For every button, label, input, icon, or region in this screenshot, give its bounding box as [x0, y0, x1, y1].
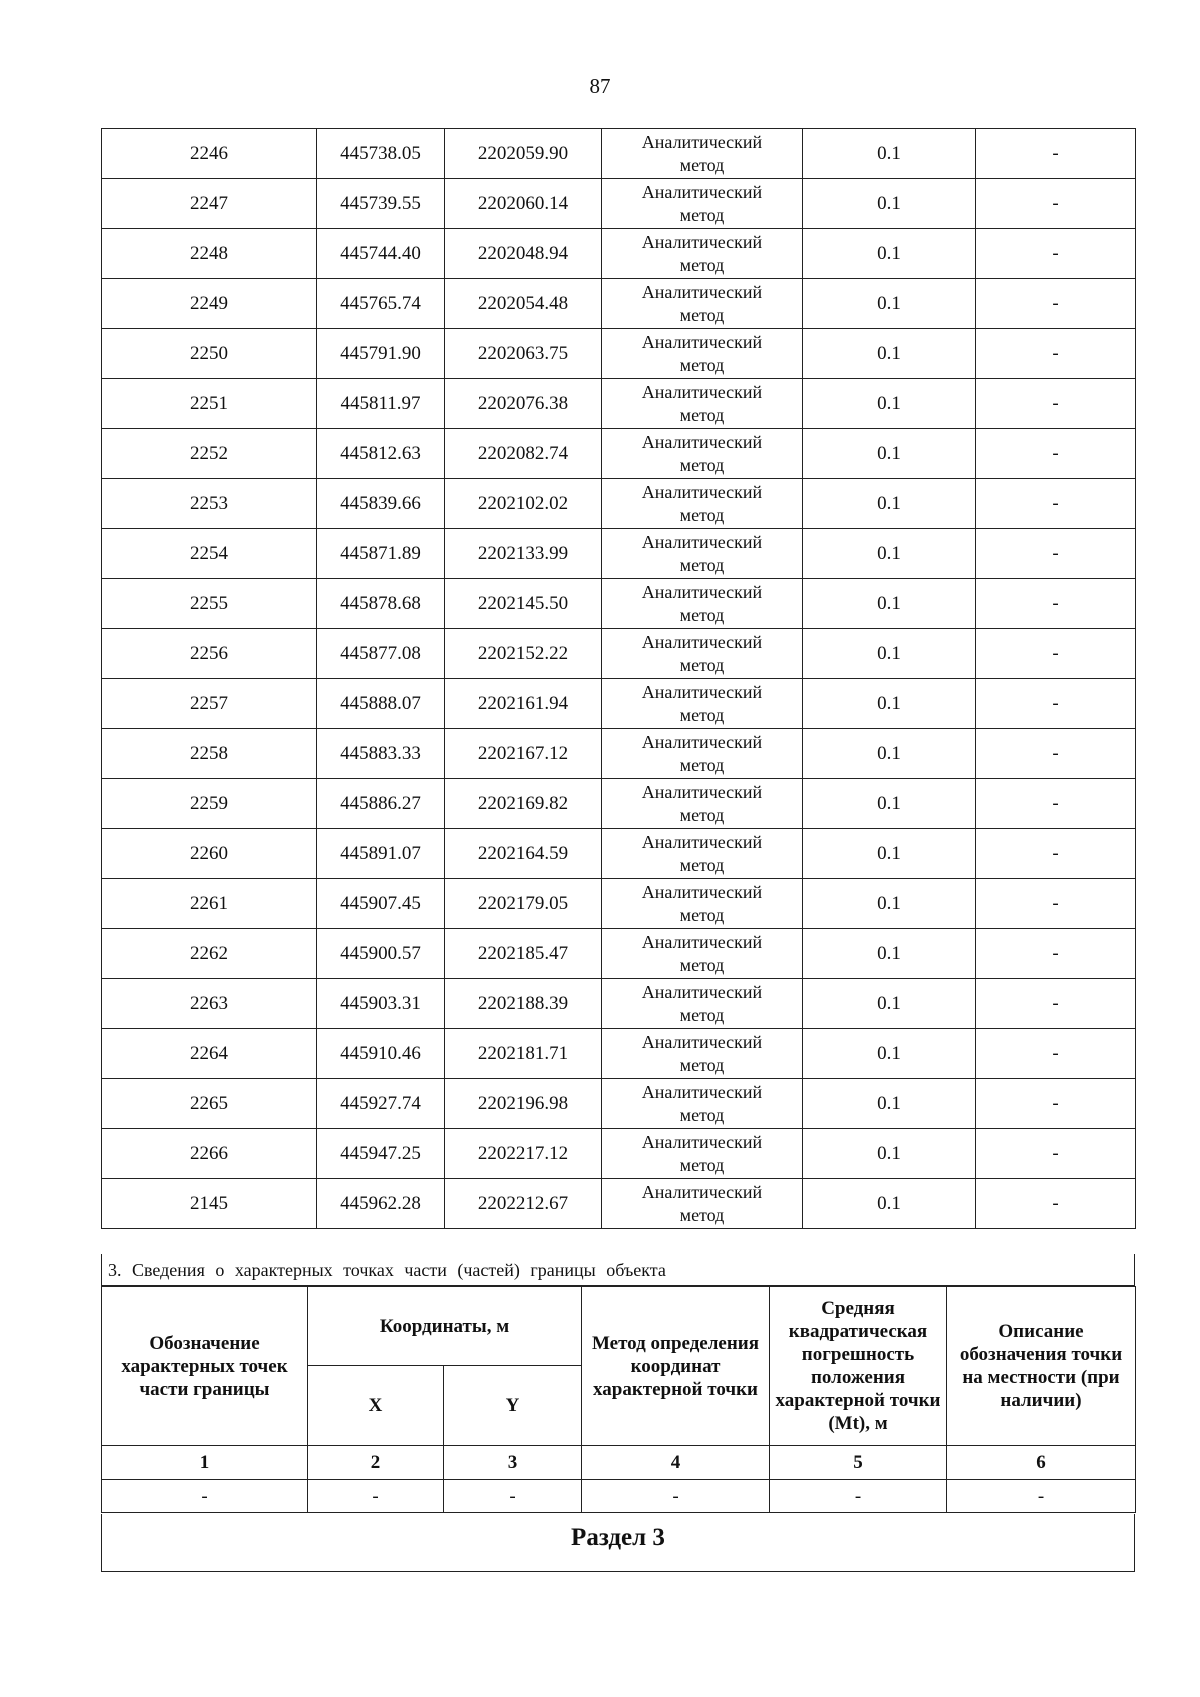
method-line: метод [679, 1004, 725, 1025]
x-coordinate-cell: 445910.46 [317, 1029, 445, 1079]
header-designation: Обозначение характерных точек части границы [102, 1287, 308, 1446]
header-description: Описание обозначения точки на местности (при наличии) [947, 1287, 1136, 1446]
y-coordinate-cell: 2202060.14 [445, 179, 602, 229]
header-accuracy: Средняя квадратическая погрешность положения характерной точки (Mt), м [770, 1287, 947, 1446]
description-cell: - [976, 329, 1136, 379]
method-line: метод [679, 554, 725, 575]
point-id-cell: 2250 [102, 329, 317, 379]
y-coordinate-cell: 2202169.82 [445, 779, 602, 829]
accuracy-cell: 0.1 [803, 679, 976, 729]
description-cell: - [976, 1129, 1136, 1179]
method-line: метод [679, 354, 725, 375]
point-id-cell: 2263 [102, 979, 317, 1029]
table-row [102, 729, 1136, 779]
x-coordinate-cell: 445927.74 [317, 1079, 445, 1129]
table-row [102, 229, 1136, 279]
method-line: Аналитический [641, 1081, 763, 1102]
part-boundary-table [101, 1286, 1136, 1513]
y-coordinate-cell: 2202152.22 [445, 629, 602, 679]
x-coordinate-cell: 445871.89 [317, 529, 445, 579]
method-line: метод [679, 804, 725, 825]
y-coordinate-cell: 2202048.94 [445, 229, 602, 279]
table-row [102, 479, 1136, 529]
table-row [102, 379, 1136, 429]
y-coordinate-cell: 2202179.05 [445, 879, 602, 929]
method-cell [602, 129, 803, 179]
method-cell [602, 579, 803, 629]
method-line: Аналитический [641, 431, 763, 452]
x-coordinate-cell: 445903.31 [317, 979, 445, 1029]
method-line: Аналитический [641, 131, 763, 152]
y-coordinate-cell: 2202185.47 [445, 929, 602, 979]
table-row [102, 1079, 1136, 1129]
value-cell: - [770, 1480, 947, 1513]
method-line: метод [679, 1104, 725, 1125]
method-cell [602, 679, 803, 729]
page-number: 87 [589, 74, 611, 98]
accuracy-cell: 0.1 [803, 1129, 976, 1179]
column-number: 6 [947, 1446, 1136, 1480]
method-cell [602, 1029, 803, 1079]
method-line: Аналитический [641, 381, 763, 402]
point-id-cell: 2145 [102, 1179, 317, 1229]
y-coordinate-cell: 2202164.59 [445, 829, 602, 879]
table-row [102, 829, 1136, 879]
point-id-cell: 2251 [102, 379, 317, 429]
value-cell: - [947, 1480, 1136, 1513]
method-cell [602, 729, 803, 779]
method-line: Аналитический [641, 731, 763, 752]
accuracy-cell: 0.1 [803, 779, 976, 829]
accuracy-cell: 0.1 [803, 379, 976, 429]
y-coordinate-cell: 2202076.38 [445, 379, 602, 429]
x-coordinate-cell: 445907.45 [317, 879, 445, 929]
method-line: метод [679, 654, 725, 675]
description-cell: - [976, 579, 1136, 629]
method-cell [602, 229, 803, 279]
header-y: Y [444, 1366, 582, 1446]
accuracy-cell: 0.1 [803, 329, 976, 379]
accuracy-cell: 0.1 [803, 729, 976, 779]
description-cell: - [976, 879, 1136, 929]
x-coordinate-cell: 445888.07 [317, 679, 445, 729]
y-coordinate-cell: 2202196.98 [445, 1079, 602, 1129]
method-line: метод [679, 704, 725, 725]
point-id-cell: 2254 [102, 529, 317, 579]
point-id-cell: 2256 [102, 629, 317, 679]
table-row [102, 529, 1136, 579]
method-cell [602, 429, 803, 479]
point-id-cell: 2259 [102, 779, 317, 829]
method-line: Аналитический [641, 281, 763, 302]
accuracy-cell: 0.1 [803, 829, 976, 879]
x-coordinate-cell: 445738.05 [317, 129, 445, 179]
method-line: метод [679, 1204, 725, 1225]
y-coordinate-cell: 2202188.39 [445, 979, 602, 1029]
header-coordinates: Координаты, м [308, 1287, 582, 1366]
method-line: Аналитический [641, 1131, 763, 1152]
method-line: метод [679, 404, 725, 425]
method-line: Аналитический [641, 481, 763, 502]
point-id-cell: 2252 [102, 429, 317, 479]
accuracy-cell: 0.1 [803, 1179, 976, 1229]
method-line: Аналитический [641, 331, 763, 352]
method-line: Аналитический [641, 681, 763, 702]
point-id-cell: 2261 [102, 879, 317, 929]
description-cell: - [976, 1079, 1136, 1129]
description-cell: - [976, 929, 1136, 979]
column-number: 2 [308, 1446, 444, 1480]
method-line: метод [679, 154, 725, 175]
y-coordinate-cell: 2202102.02 [445, 479, 602, 529]
method-cell [602, 929, 803, 979]
value-cell: - [444, 1480, 582, 1513]
accuracy-cell: 0.1 [803, 979, 976, 1029]
x-coordinate-cell: 445962.28 [317, 1179, 445, 1229]
method-line: Аналитический [641, 1031, 763, 1052]
value-cell: - [102, 1480, 308, 1513]
table-row [102, 1129, 1136, 1179]
column-number: 4 [582, 1446, 770, 1480]
description-cell: - [976, 279, 1136, 329]
method-line: Аналитический [641, 181, 763, 202]
y-coordinate-cell: 2202082.74 [445, 429, 602, 479]
method-line: метод [679, 254, 725, 275]
x-coordinate-cell: 445811.97 [317, 379, 445, 429]
method-line: метод [679, 504, 725, 525]
table-row [102, 579, 1136, 629]
description-cell: - [976, 829, 1136, 879]
method-line: Аналитический [641, 881, 763, 902]
table-row [102, 129, 1136, 179]
description-cell: - [976, 229, 1136, 279]
table-row [102, 979, 1136, 1029]
accuracy-cell: 0.1 [803, 929, 976, 979]
method-line: метод [679, 304, 725, 325]
description-cell: - [976, 679, 1136, 729]
method-cell [602, 629, 803, 679]
point-id-cell: 2264 [102, 1029, 317, 1079]
y-coordinate-cell: 2202212.67 [445, 1179, 602, 1229]
method-cell [602, 179, 803, 229]
y-coordinate-cell: 2202145.50 [445, 579, 602, 629]
point-id-cell: 2255 [102, 579, 317, 629]
point-id-cell: 2249 [102, 279, 317, 329]
description-cell: - [976, 529, 1136, 579]
accuracy-cell: 0.1 [803, 229, 976, 279]
point-id-cell: 2262 [102, 929, 317, 979]
method-line: Аналитический [641, 781, 763, 802]
table-row [102, 279, 1136, 329]
method-cell [602, 1129, 803, 1179]
method-line: метод [679, 604, 725, 625]
x-coordinate-cell: 445812.63 [317, 429, 445, 479]
y-coordinate-cell: 2202133.99 [445, 529, 602, 579]
coordinates-table [101, 128, 1136, 1229]
accuracy-cell: 0.1 [803, 1079, 976, 1129]
x-coordinate-cell: 445947.25 [317, 1129, 445, 1179]
table-row [102, 929, 1136, 979]
x-coordinate-cell: 445765.74 [317, 279, 445, 329]
method-line: Аналитический [641, 531, 763, 552]
method-line: метод [679, 754, 725, 775]
method-line: метод [679, 854, 725, 875]
x-coordinate-cell: 445739.55 [317, 179, 445, 229]
point-id-cell: 2246 [102, 129, 317, 179]
table-row [102, 779, 1136, 829]
table-row [102, 679, 1136, 729]
method-cell [602, 329, 803, 379]
column-number: 3 [444, 1446, 582, 1480]
accuracy-cell: 0.1 [803, 179, 976, 229]
method-line: метод [679, 204, 725, 225]
y-coordinate-cell: 2202167.12 [445, 729, 602, 779]
x-coordinate-cell: 445791.90 [317, 329, 445, 379]
table-row [102, 879, 1136, 929]
method-line: метод [679, 1154, 725, 1175]
y-coordinate-cell: 2202181.71 [445, 1029, 602, 1079]
table-row [102, 179, 1136, 229]
accuracy-cell: 0.1 [803, 879, 976, 929]
method-cell [602, 979, 803, 1029]
point-id-cell: 2260 [102, 829, 317, 879]
method-cell [602, 1079, 803, 1129]
table-row [102, 1179, 1136, 1229]
description-cell: - [976, 379, 1136, 429]
x-coordinate-cell: 445891.07 [317, 829, 445, 879]
description-cell: - [976, 1179, 1136, 1229]
x-coordinate-cell: 445744.40 [317, 229, 445, 279]
method-line: Аналитический [641, 931, 763, 952]
header-method: Метод определения координат характерной точки [582, 1287, 770, 1446]
method-line: Аналитический [641, 631, 763, 652]
value-cell: - [308, 1480, 444, 1513]
y-coordinate-cell: 2202054.48 [445, 279, 602, 329]
y-coordinate-cell: 2202217.12 [445, 1129, 602, 1179]
point-id-cell: 2265 [102, 1079, 317, 1129]
table-row [102, 629, 1136, 679]
method-line: Аналитический [641, 981, 763, 1002]
section-3-title: 3. Сведения о характерных точках части (частей) границы объекта [101, 1254, 1135, 1286]
accuracy-cell: 0.1 [803, 479, 976, 529]
description-cell: - [976, 629, 1136, 679]
accuracy-cell: 0.1 [803, 1029, 976, 1079]
description-cell: - [976, 779, 1136, 829]
method-cell [602, 1179, 803, 1229]
method-line: Аналитический [641, 581, 763, 602]
value-cell: - [582, 1480, 770, 1513]
point-id-cell: 2257 [102, 679, 317, 729]
accuracy-cell: 0.1 [803, 579, 976, 629]
point-id-cell: 2258 [102, 729, 317, 779]
method-line: метод [679, 1054, 725, 1075]
column-number: 5 [770, 1446, 947, 1480]
y-coordinate-cell: 2202063.75 [445, 329, 602, 379]
x-coordinate-cell: 445878.68 [317, 579, 445, 629]
method-cell [602, 779, 803, 829]
x-coordinate-cell: 445883.33 [317, 729, 445, 779]
method-line: метод [679, 904, 725, 925]
table-row [102, 329, 1136, 379]
method-cell [602, 879, 803, 929]
section-heading: Раздел 3 [101, 1514, 1135, 1572]
accuracy-cell: 0.1 [803, 529, 976, 579]
accuracy-cell: 0.1 [803, 279, 976, 329]
x-coordinate-cell: 445886.27 [317, 779, 445, 829]
header-x: X [308, 1366, 444, 1446]
point-id-cell: 2248 [102, 229, 317, 279]
method-cell [602, 529, 803, 579]
point-id-cell: 2266 [102, 1129, 317, 1179]
y-coordinate-cell: 2202059.90 [445, 129, 602, 179]
column-number: 1 [102, 1446, 308, 1480]
table-row [102, 1029, 1136, 1079]
y-coordinate-cell: 2202161.94 [445, 679, 602, 729]
accuracy-cell: 0.1 [803, 429, 976, 479]
description-cell: - [976, 179, 1136, 229]
method-cell [602, 829, 803, 879]
description-cell: - [976, 129, 1136, 179]
accuracy-cell: 0.1 [803, 629, 976, 679]
method-cell [602, 379, 803, 429]
description-cell: - [976, 979, 1136, 1029]
point-id-cell: 2247 [102, 179, 317, 229]
x-coordinate-cell: 445877.08 [317, 629, 445, 679]
description-cell: - [976, 429, 1136, 479]
method-cell [602, 279, 803, 329]
x-coordinate-cell: 445900.57 [317, 929, 445, 979]
method-line: Аналитический [641, 1181, 763, 1202]
x-coordinate-cell: 445839.66 [317, 479, 445, 529]
method-line: Аналитический [641, 231, 763, 252]
method-line: Аналитический [641, 831, 763, 852]
point-id-cell: 2253 [102, 479, 317, 529]
description-cell: - [976, 479, 1136, 529]
description-cell: - [976, 1029, 1136, 1079]
method-cell [602, 479, 803, 529]
accuracy-cell: 0.1 [803, 129, 976, 179]
method-line: метод [679, 954, 725, 975]
description-cell: - [976, 729, 1136, 779]
coordinates-table-body [102, 129, 1136, 1229]
table-row [102, 429, 1136, 479]
method-line: метод [679, 454, 725, 475]
